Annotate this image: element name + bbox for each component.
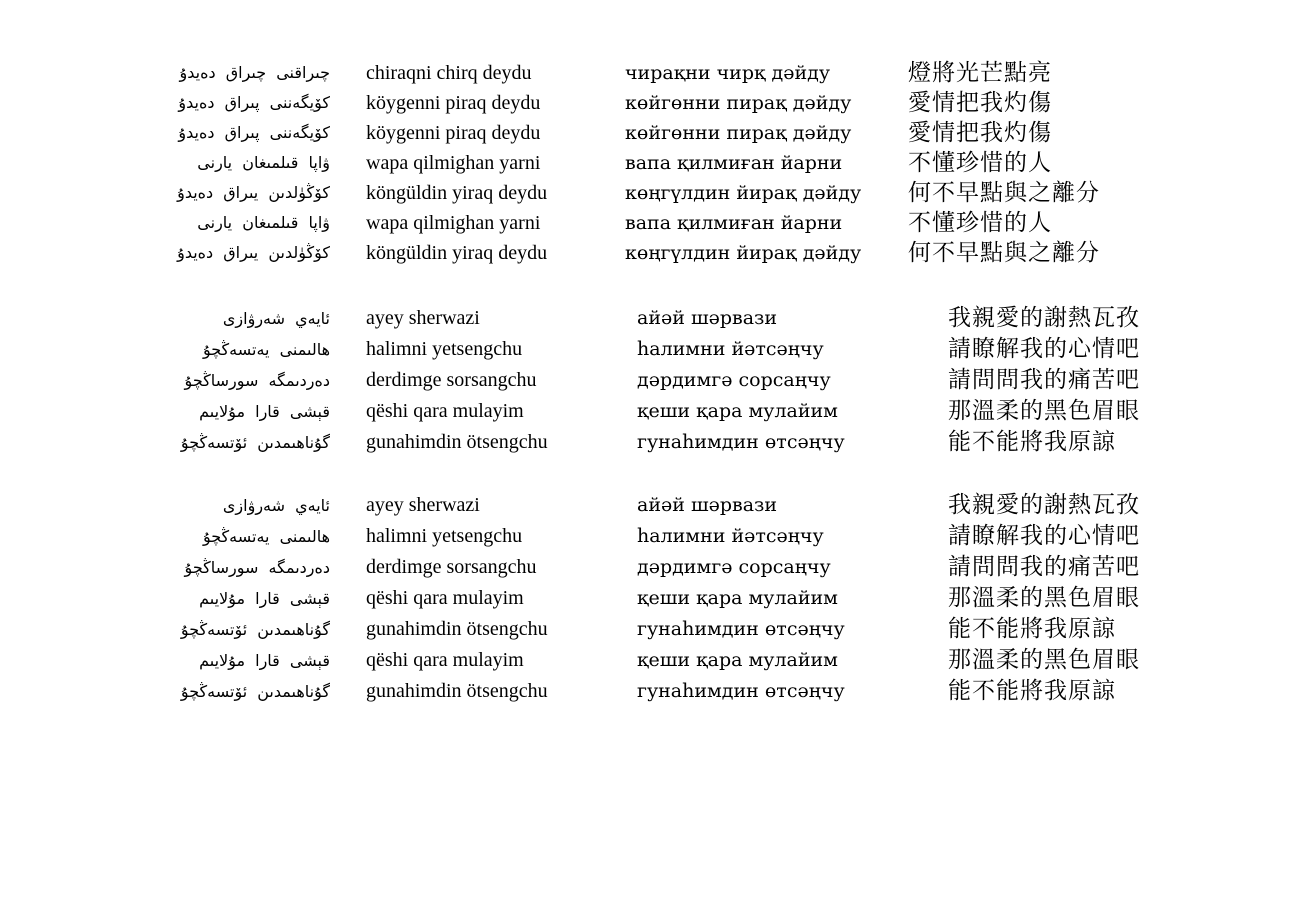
lyric-line-arabic: ئايەي شەرۋازى — [222, 496, 330, 515]
lyric-line-latin: derdimge sorsangchu — [366, 369, 537, 391]
lyric-line-arabic: كۆيگەننى پىراق دەيدۇ — [178, 93, 330, 112]
lyric-line-chinese: 我親愛的謝熱瓦孜 — [948, 492, 1140, 518]
lyric-line-chinese: 何不早點與之離分 — [908, 180, 1100, 206]
lyric-line-latin: köygenni piraq deydu — [366, 92, 541, 114]
lyric-line-arabic: ۋاپا قىلمىغان يارنى — [197, 153, 330, 172]
lyric-line-chinese: 愛情把我灼傷 — [908, 90, 1052, 116]
lyric-line-arabic: چىراقنى چىراق دەيدۇ — [179, 63, 330, 82]
lyric-line-chinese: 愛情把我灼傷 — [908, 120, 1052, 146]
lyric-line-latin: wapa qilmighan yarni — [366, 212, 541, 234]
lyric-line-cyrillic: көңгүлдин йирақ дәйду — [625, 242, 862, 264]
lyric-line-chinese: 那溫柔的黑色眉眼 — [948, 585, 1140, 611]
lyric-line-arabic: كۆڭۈلدىن يىراق دەيدۇ — [177, 243, 330, 262]
lyric-line-cyrillic: дәрдимгә сорсаңчу — [637, 556, 831, 578]
arabic-column — [0, 490, 330, 707]
chinese-column — [948, 303, 1140, 458]
lyric-line-arabic: كۆيگەننى پىراق دەيدۇ — [178, 123, 330, 142]
lyric-line-cyrillic: көңгүлдин йирақ дәйду — [625, 182, 862, 204]
cyrillic-column — [637, 490, 845, 707]
lyric-line-arabic: قېشى قارا مۇلايىم — [199, 651, 330, 670]
lyric-line-chinese: 何不早點與之離分 — [908, 240, 1100, 266]
lyric-line-chinese: 不懂珍惜的人 — [908, 210, 1052, 236]
lyric-line-latin: gunahimdin ötsengchu — [366, 431, 548, 453]
lyric-line-cyrillic: қеши қара мулайим — [637, 587, 838, 609]
lyric-line-latin: halimni yetsengchu — [366, 525, 523, 547]
lyric-line-latin: ayey sherwazi — [366, 307, 480, 329]
lyric-line-cyrillic: айәй шәрвази — [637, 307, 778, 329]
lyric-line-arabic: دەردىمگە سورساڭچۇ — [184, 371, 330, 390]
arabic-column — [0, 58, 330, 268]
lyric-line-cyrillic: гунаһимдин өтсәңчу — [637, 431, 845, 453]
lyric-line-arabic: كۆڭۈلدىن يىراق دەيدۇ — [177, 183, 330, 202]
lyric-line-arabic: گۇناھىمدىن ئۆتسەڭچۇ — [180, 682, 330, 701]
latin-column — [366, 490, 548, 707]
lyric-line-chinese: 能不能將我原諒 — [948, 678, 1116, 704]
lyric-line-latin: qëshi qara mulayim — [366, 649, 524, 671]
lyric-line-chinese: 不懂珍惜的人 — [908, 150, 1052, 176]
lyric-line-cyrillic: дәрдимгә сорсаңчу — [637, 369, 831, 391]
lyric-line-chinese: 能不能將我原諒 — [948, 616, 1116, 642]
lyric-line-cyrillic: қеши қара мулайим — [637, 400, 838, 422]
lyric-line-cyrillic: қеши қара мулайим — [637, 649, 838, 671]
lyric-line-cyrillic: гунаһимдин өтсәңчу — [637, 680, 845, 702]
lyric-line-latin: halimni yetsengchu — [366, 338, 523, 360]
lyric-line-arabic: دەردىمگە سورساڭچۇ — [184, 558, 330, 577]
lyric-line-arabic: ھالىمنى يەتسەڭچۇ — [202, 340, 330, 359]
lyric-line-chinese: 我親愛的謝熱瓦孜 — [948, 305, 1140, 331]
lyric-line-cyrillic: вапа қилмиған йарни — [625, 152, 843, 174]
lyric-line-cyrillic: һалимни йәтсәңчу — [637, 338, 824, 360]
lyric-line-chinese: 請問問我的痛苦吧 — [948, 367, 1140, 393]
lyric-line-arabic: قېشى قارا مۇلايىم — [199, 402, 330, 421]
lyric-line-arabic: گۇناھىمدىن ئۆتسەڭچۇ — [180, 620, 330, 639]
lyric-line-chinese: 燈將光芒點亮 — [908, 60, 1052, 86]
cyrillic-column — [637, 303, 845, 458]
latin-column — [366, 58, 547, 268]
lyric-line-cyrillic: айәй шәрвази — [637, 494, 778, 516]
lyric-line-chinese: 請問問我的痛苦吧 — [948, 554, 1140, 580]
lyric-line-latin: wapa qilmighan yarni — [366, 152, 541, 174]
lyric-line-latin: qëshi qara mulayim — [366, 400, 524, 422]
lyric-line-arabic: ئايەي شەرۋازى — [222, 309, 330, 328]
lyric-line-cyrillic: һалимни йәтсәңчу — [637, 525, 824, 547]
lyric-line-latin: köygenni piraq deydu — [366, 122, 541, 144]
lyric-line-cyrillic: гунаһимдин өтсәңчу — [637, 618, 845, 640]
chinese-column — [948, 490, 1140, 707]
lyric-line-latin: chiraqni chirq deydu — [366, 62, 532, 84]
lyric-line-chinese: 請瞭解我的心情吧 — [948, 523, 1140, 549]
lyric-line-latin: gunahimdin ötsengchu — [366, 680, 548, 702]
lyric-line-chinese: 能不能將我原諒 — [948, 429, 1116, 455]
arabic-column — [0, 303, 330, 458]
lyric-line-chinese: 請瞭解我的心情吧 — [948, 336, 1140, 362]
lyric-line-latin: gunahimdin ötsengchu — [366, 618, 548, 640]
lyric-line-chinese: 那溫柔的黑色眉眼 — [948, 398, 1140, 424]
lyric-line-arabic: ھالىمنى يەتسەڭچۇ — [202, 527, 330, 546]
lyric-line-latin: köngüldin yiraq deydu — [366, 242, 548, 264]
lyric-line-cyrillic: көйгөнни пирақ дәйду — [625, 122, 852, 144]
latin-column — [366, 303, 548, 458]
cyrillic-column — [625, 58, 861, 268]
lyric-line-cyrillic: вапа қилмиған йарни — [625, 212, 843, 234]
lyric-line-arabic: گۇناھىمدىن ئۆتسەڭچۇ — [180, 433, 330, 452]
lyric-line-cyrillic: көйгөнни пирақ дәйду — [625, 92, 852, 114]
lyric-line-latin: köngüldin yiraq deydu — [366, 182, 548, 204]
lyric-line-arabic: ۋاپا قىلمىغان يارنى — [197, 213, 330, 232]
lyric-line-chinese: 那溫柔的黑色眉眼 — [948, 647, 1140, 673]
lyric-line-latin: derdimge sorsangchu — [366, 556, 537, 578]
lyric-line-latin: ayey sherwazi — [366, 494, 480, 516]
lyric-line-latin: qëshi qara mulayim — [366, 587, 524, 609]
chinese-column — [908, 58, 1100, 268]
lyric-line-arabic: قېشى قارا مۇلايىم — [199, 589, 330, 608]
lyric-line-cyrillic: чирақни чирқ дәйду — [625, 62, 831, 84]
